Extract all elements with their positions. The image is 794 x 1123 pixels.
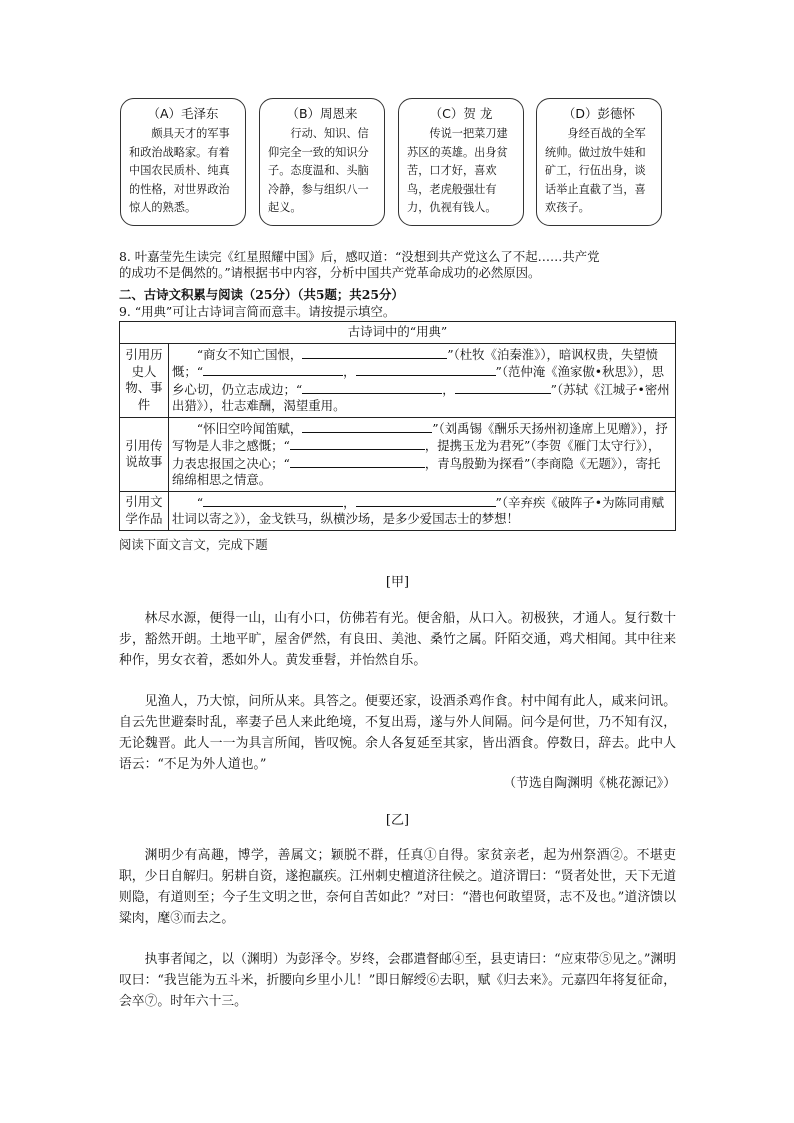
- passage-b: [119, 845, 676, 1012]
- row-category: 引用传说故事: [120, 417, 169, 491]
- passage-a-source: （节选自陶渊明《桃花源记》）: [503, 776, 676, 791]
- card-text: 行动、知识、信仰完全一致的知识分子。态度温和、头脑冷静，参与组织八一起义。: [268, 127, 369, 215]
- card-a: [120, 98, 246, 226]
- card-d: [536, 98, 662, 226]
- passage-a-paragraph-2: 见渔人，乃大惊，问所从来。具答之。便要还家，设酒杀鸡作食。村中闻有此人，咸来问讯。自云先世避秦时乱，率妻子邑人来此绝境，不复出焉，遂与外人间隔。问今是何世，乃不知有汉，无论魏晋。此人一一为具言所闻，皆叹惋。余人各复延至其家，皆出酒食。停数日，辞去。此中人语云：“不足为外人道也。”: [119, 694, 676, 772]
- answer-blank[interactable]: [356, 363, 496, 376]
- passage-b-label: [乙]: [385, 813, 410, 828]
- question-8-line2: 的成功不是偶然的。”请根据书中内容，分析中国共产党革命成功的必然原因。: [119, 265, 541, 280]
- card-title: （D）彭德怀: [562, 106, 636, 121]
- row-content: “ ， ”（辛弃疾《破阵子•为陈同甫赋壮词以寄之》），金戈铁马，纵横沙场，是多少爱国志士的梦想！: [169, 491, 676, 530]
- allusion-table: [119, 321, 676, 531]
- question-8: [119, 249, 677, 281]
- passage-b-paragraph-2: 执事者闻之，以（渊明）为彭泽令。岁终，会郡遣督邮④至，县吏请曰：“应束带⑤见之。”渊明叹曰：“我岂能为五斗米，折腰向乡里小儿！”即日解绶⑥去职，赋《归去来》。元嘉四年将复征命，会卒⑦。时年六十三。: [119, 952, 676, 1009]
- card-title: （C）贺 龙: [429, 106, 493, 121]
- table-caption: 古诗词中的“用典”: [120, 322, 676, 344]
- passage-a-label: [甲]: [385, 575, 410, 590]
- card-c: [398, 98, 524, 226]
- passage-b-paragraph-1: 渊明少有高趣，博学，善属文；颖脱不群，任真①自得。家贫亲老，起为州祭酒②。不堪吏职，少日自解归。躬耕自资，遂抱羸疾。江州刺史檀道济往候之。道济谓曰：“贤者处世，天下无道则隐，有道则至；今子生文明之世，奈何自苦如此？”对曰：“潜也何敢望贤，志不及也。”道济馈以粱肉，麾③而去之。: [119, 848, 676, 926]
- answer-blank[interactable]: [203, 363, 343, 376]
- card-text: 身经百战的全军统帅。做过放牛娃和矿工，行伍出身，谈话举止直截了当，喜欢孩子。: [545, 127, 646, 215]
- card-b: [259, 98, 385, 226]
- table-row: [120, 491, 676, 530]
- section-2-heading: 二、古诗文积累与阅读（25分）（共5题；共25分）: [119, 287, 404, 302]
- row-content: “商女不知亡国恨， ”（杜牧《泊秦淮》），暗讽权贵，失望愤慨；“ ， ”（范仲淹《渔家傲•秋思》），思乡心切，仍立志成边；“ ， ”（苏轼《江城子•密州出猎》），壮志难酬，渴望重用。: [169, 343, 676, 417]
- reading-prompt: 阅读下面文言文，完成下题: [119, 537, 268, 552]
- card-title: （B）周恩来: [286, 106, 358, 121]
- answer-blank[interactable]: [290, 455, 425, 468]
- answer-blank[interactable]: [302, 346, 447, 359]
- card-title: （A）毛泽东: [147, 106, 219, 121]
- answer-blank[interactable]: [302, 420, 432, 433]
- card-text: 颇具天才的军事和政治战略家。有着中国农民质朴、纯真的性格，对世界政治惊人的熟悉。: [129, 127, 230, 215]
- answer-blank[interactable]: [203, 494, 343, 507]
- passage-a-paragraph-1: 林尽水源，便得一山，山有小口，仿佛若有光。便舍船，从口入。初极狭，才通人。复行数十步，豁然开朗。土地平旷，屋舍俨然，有良田、美池、桑竹之属。阡陌交通，鸡犬相闻。其中往来种作，男女衣着，悉如外人。黄发垂髫，并怡然自乐。: [119, 611, 676, 668]
- row-category: 引用文学作品: [120, 491, 169, 530]
- table-row: [120, 343, 676, 417]
- card-text: 传说一把菜刀建苏区的英雄。出身贫苦，口才好，喜欢鸟，老虎般强壮有力，仇视有钱人。: [407, 127, 508, 215]
- answer-blank[interactable]: [455, 381, 551, 394]
- question-8-line1: 8. 叶嘉莹先生读完《红星照耀中国》后，感叹道：“没想到共产党这么了不起……共产党: [119, 249, 600, 264]
- table-row: [120, 417, 676, 491]
- answer-blank[interactable]: [356, 494, 496, 507]
- row-content: “怀旧空吟闻笛赋， ”（刘禹锡《酬乐天扬州初逢席上见赠》），抒写物是人非之感慨；“ ，提携玉龙为君死”（李贺《雁门太守行》），力表忠报国之决心；“ ，青鸟殷勤为探看”（李商隐《无题》），寄托绵绵相思之情意。: [169, 417, 676, 491]
- passage-a: [119, 608, 676, 775]
- row-category: 引用历史人物、事件: [120, 343, 169, 417]
- answer-blank[interactable]: [302, 381, 442, 394]
- answer-blank[interactable]: [290, 437, 425, 450]
- question-9: 9. “用典”可让古诗词言简而意丰。请按提示填空。: [119, 304, 396, 319]
